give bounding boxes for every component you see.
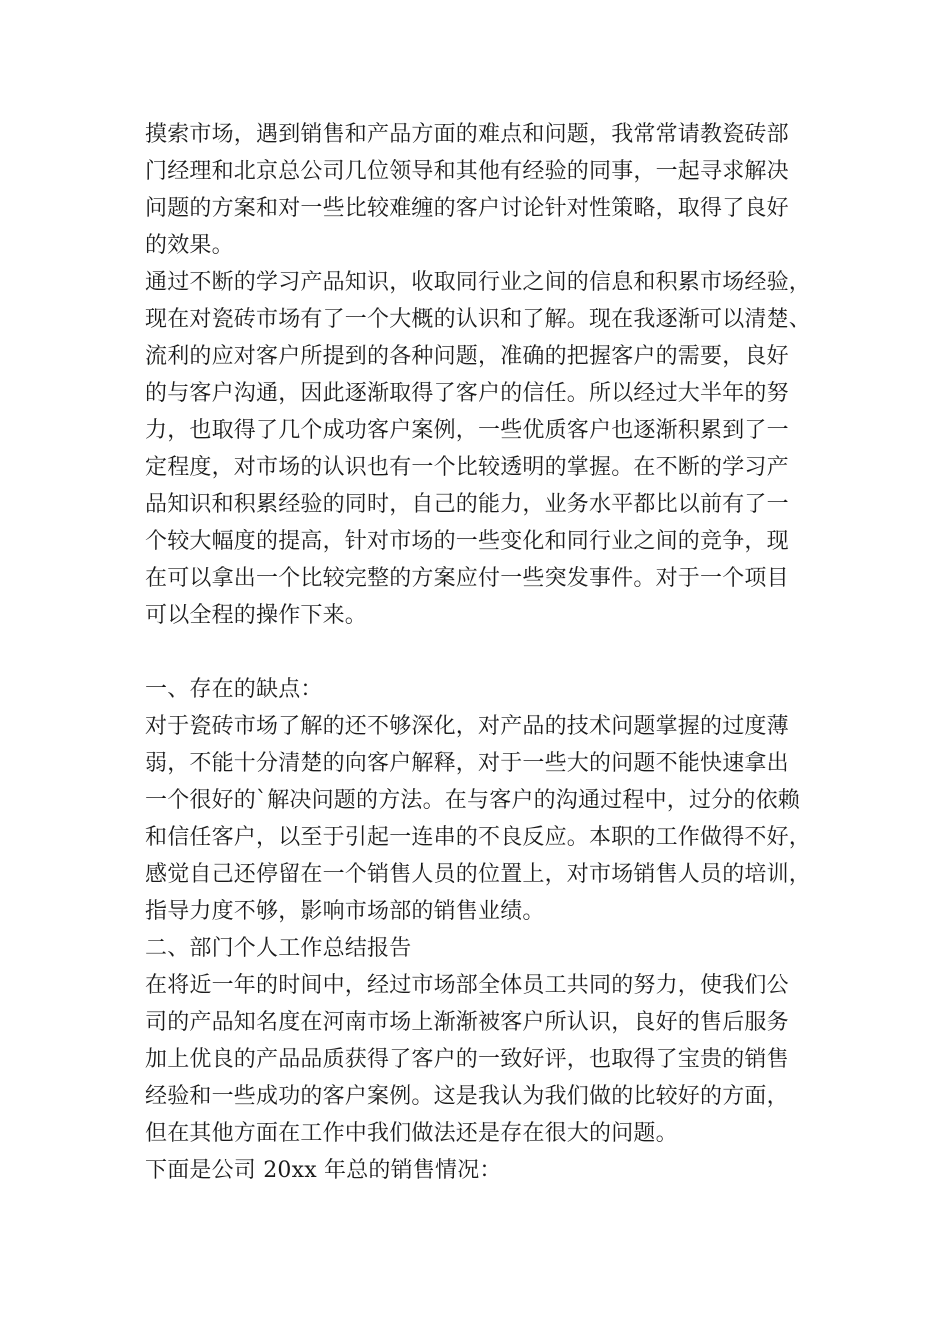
text-line: 在将近一年的时间中，经过市场部全体员工共同的努力，使我们公: [145, 973, 789, 998]
text-line: 在可以拿出一个比较完整的方案应付一些突发事件。对于一个项目: [145, 566, 789, 591]
text-line: 的与客户沟通，因此逐渐取得了客户的信任。所以经过大半年的努: [145, 381, 789, 406]
section-heading: 二、部门个人工作总结报告: [145, 936, 412, 961]
text-line: 力，也取得了几个成功客户案例，一些优质客户也逐渐积累到了一: [145, 418, 789, 443]
text-line: 摸索市场，遇到销售和产品方面的难点和问题，我常常请教瓷砖部: [145, 122, 789, 147]
text-line: 加上优良的产品品质获得了客户的一致好评，也取得了宝贵的销售: [145, 1047, 789, 1072]
section-heading: 一、存在的缺点：: [145, 677, 323, 702]
text-line: 的效果。: [145, 233, 234, 258]
text-line: 个较大幅度的提高，针对市场的一些变化和同行业之间的竞争，现: [145, 529, 789, 554]
text-line: 弱，不能十分清楚的向客户解释，对于一些大的问题不能快速拿出: [145, 751, 789, 776]
text-line: 指导力度不够，影响市场部的销售业绩。: [145, 899, 545, 924]
text-line: 司的产品知名度在河南市场上渐渐被客户所认识，良好的售后服务: [145, 1010, 789, 1035]
text-line: 和信任客户，以至于引起一连串的不良反应。本职的工作做得不好，: [145, 825, 812, 850]
text-line: 下面是公司 20xx 年总的销售情况：: [145, 1158, 502, 1183]
text-line: 通过不断的学习产品知识，收取同行业之间的信息和积累市场经验，: [145, 270, 812, 295]
text-line: 可以全程的操作下来。: [145, 603, 368, 628]
text-line: 问题的方案和对一些比较难缠的客户讨论针对性策略，取得了良好: [145, 196, 789, 221]
text-line: 对于瓷砖市场了解的还不够深化，对产品的技术问题掌握的过度薄: [145, 714, 789, 739]
text-line: 一个很好的`解决问题的方法。在与客户的沟通过程中，过分的依赖: [145, 788, 801, 813]
text-line: 流利的应对客户所提到的各种问题，准确的把握客户的需要，良好: [145, 344, 789, 369]
text-line: 经验和一些成功的客户案例。这是我认为我们做的比较好的方面，: [145, 1084, 789, 1109]
text-line: 定程度，对市场的认识也有一个比较透明的掌握。在不断的学习产: [145, 455, 789, 480]
text-line: 品知识和积累经验的同时，自己的能力，业务水平都比以前有了一: [145, 492, 789, 517]
text-line: 但在其他方面在工作中我们做法还是存在很大的问题。: [145, 1121, 678, 1146]
text-line: 现在对瓷砖市场有了一个大概的认识和了解。现在我逐渐可以清楚、: [145, 307, 812, 332]
text-line: 感觉自己还停留在一个销售人员的位置上，对市场销售人员的培训，: [145, 862, 812, 887]
text-line: 门经理和北京总公司几位领导和其他有经验的同事，一起寻求解决: [145, 159, 789, 184]
